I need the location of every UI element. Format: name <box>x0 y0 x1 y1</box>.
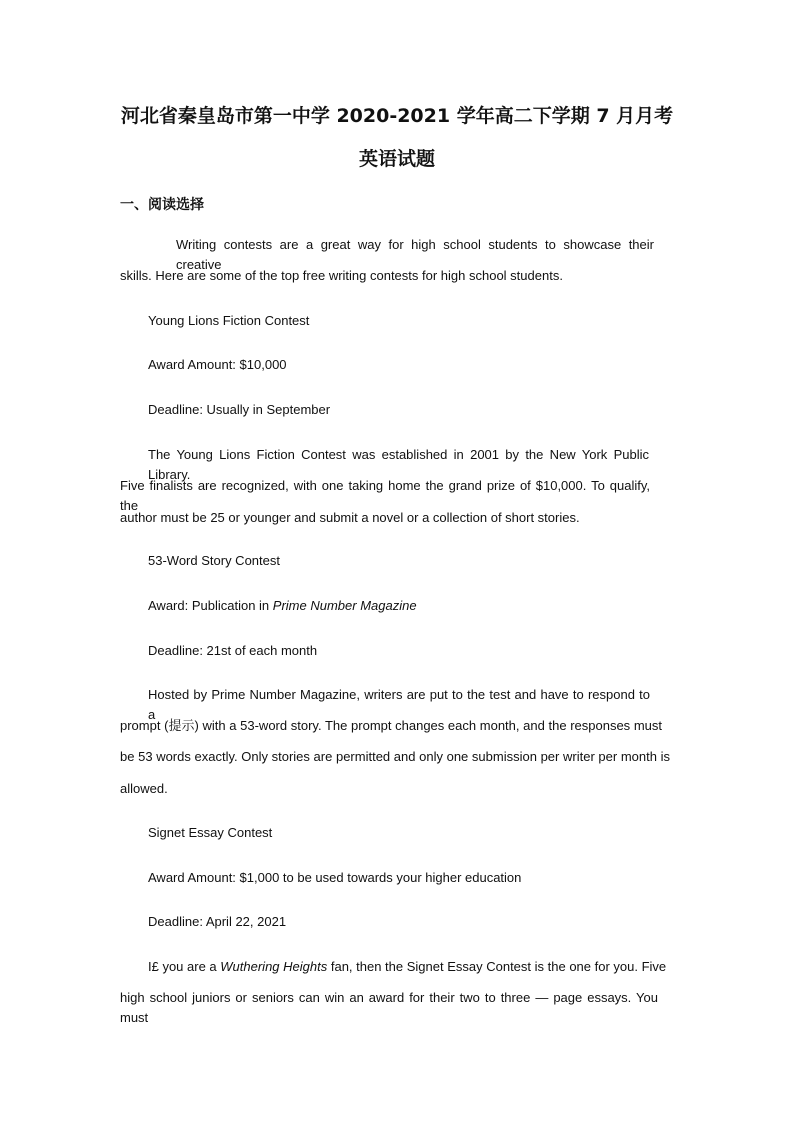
contest1-award: Award Amount: $10,000 <box>148 357 287 372</box>
contest1-desc-line-2: Five finalists are recognized, with one taking home the grand prize of $10,000. To qualify, the <box>120 478 650 513</box>
contest3-deadline: Deadline: April 22, 2021 <box>148 914 287 929</box>
contest2-desc-line-4: allowed. <box>120 781 168 796</box>
contest3-desc-suffix: fan, then the Signet Essay Contest is the one for you. Five <box>327 959 667 974</box>
contest1-name: Young Lions Fiction Contest <box>148 313 310 328</box>
contest2-desc-line-2: prompt (提示) with a 53-word story. The prompt changes each month, and the responses must <box>120 718 662 733</box>
section-heading: 一、阅读选择 <box>120 197 204 213</box>
contest2-award <box>148 596 417 616</box>
page-title: 河北省秦皇岛市第一中学 2020-2021 学年高二下学期 7 月月考 <box>120 105 674 127</box>
contest1-deadline: Deadline: Usually in September <box>148 402 331 417</box>
intro-line-1: Writing contests are a great way for high school students to showcase their creative <box>176 237 654 272</box>
contest2-desc-line-1: Hosted by Prime Number Magazine, writers are put to the test and have to respond to a <box>148 687 650 722</box>
contest3-desc-line-2: high school juniors or seniors can win an award for their two to three — page essays. You must <box>120 990 658 1025</box>
contest2-award-magazine: Prime Number Magazine <box>272 598 417 613</box>
intro-line-2: skills. Here are some of the top free writing contests for high school students. <box>120 268 563 283</box>
contest3-desc-book: Wuthering Heights <box>220 959 328 974</box>
page-subtitle: 英语试题 <box>358 148 435 170</box>
contest2-award-prefix: Award: Publication in <box>148 598 273 613</box>
contest2-deadline: Deadline: 21st of each month <box>148 643 318 658</box>
contest3-name: Signet Essay Contest <box>148 825 273 840</box>
contest3-desc-line-1 <box>148 957 666 977</box>
contest2-desc-line-3: be 53 words exactly. Only stories are permitted and only one submission per writer per month is <box>120 749 670 764</box>
contest3-desc-prefix: I£ you are a <box>148 959 221 974</box>
contest1-desc-line-1: The Young Lions Fiction Contest was established in 2001 by the New York Public Library. <box>148 447 649 482</box>
contest3-award: Award Amount: $1,000 to be used towards your higher education <box>148 870 522 885</box>
contest1-desc-line-3: author must be 25 or younger and submit a novel or a collection of short stories. <box>120 510 580 525</box>
contest2-name: 53-Word Story Contest <box>148 553 280 568</box>
